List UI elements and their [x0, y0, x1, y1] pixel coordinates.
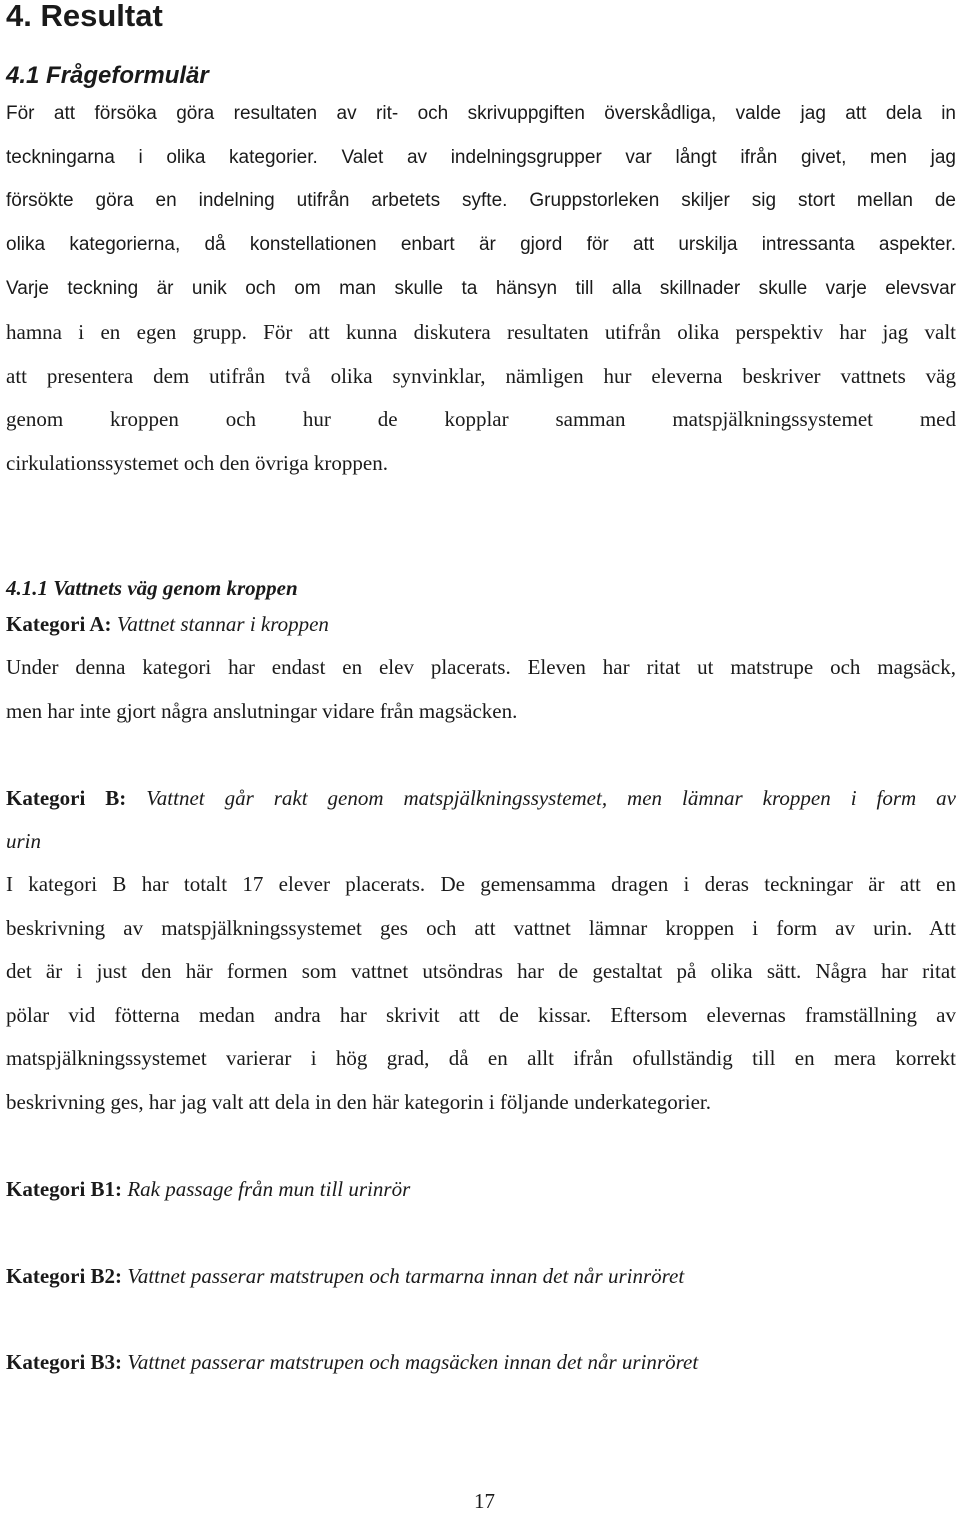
kategori-b2-heading — [6, 1264, 684, 1289]
intro-line: cirkulationssystemet och den övriga kroppen. — [6, 451, 388, 475]
kategori-b-title-cont: urin — [6, 829, 42, 853]
heading-resultat: 4. Resultat — [6, 0, 163, 33]
kategori-a-heading — [6, 612, 329, 637]
kategori-a-label: Kategori A: — [6, 612, 112, 636]
kategori-a-line: Under denna kategori har endast en elev placerats. Eleven har ritat ut matstrupe och magsäck, — [6, 655, 956, 679]
kategori-b-title: Vattnet går rakt genom matspjälkningssystemet, men lämnar kroppen i form av — [146, 786, 956, 810]
intro-line: teckningarna i olika kategorier. Valet av indelningsgrupper var långt ifrån givet, men jag — [6, 147, 956, 168]
heading-vattnets-vag: 4.1.1 Vattnets väg genom kroppen — [6, 576, 298, 600]
intro-line: olika kategorierna, då konstellationen enbart är gjord för att urskilja intressanta aspekter. — [6, 234, 956, 255]
kategori-b-heading-cont — [6, 829, 41, 854]
kategori-b-line: beskrivning av matspjälkningssystemet ges och att vattnet lämnar kroppen i form av urin. Att — [6, 916, 956, 940]
kategori-b3-title: Vattnet passerar matstrupen och magsäcken innan det når urinröret — [127, 1350, 699, 1374]
kategori-b1-label: Kategori B1: — [6, 1177, 123, 1201]
kategori-b1-title: Rak passage från mun till urinrör — [127, 1177, 411, 1201]
kategori-b-line: I kategori B har totalt 17 elever placerats. De gemensamma dragen i deras teckningar är att en — [6, 872, 956, 896]
intro-line: att presentera dem utifrån två olika synvinklar, nämligen hur eleverna beskriver vattnets väg — [6, 364, 956, 388]
kategori-a-title: Vattnet stannar i kroppen — [116, 612, 329, 636]
kategori-b-line: det är i just den här formen som vattnet utsöndras har de gestaltat på olika sätt. Några har ritat — [6, 959, 956, 983]
kategori-a-line: men har inte gjort några anslutningar vidare från magsäcken. — [6, 699, 518, 723]
heading-frageformular: 4.1 Frågeformulär — [6, 62, 209, 89]
intro-line: hamna i en egen grupp. För att kunna diskutera resultaten utifrån olika perspektiv har jag valt — [6, 320, 956, 344]
intro-line: Varje teckning är unik och om man skulle ta hänsyn till alla skillnader skulle varje elevsvar — [6, 278, 956, 299]
kategori-b1-heading — [6, 1177, 410, 1202]
kategori-b-heading — [6, 786, 956, 811]
kategori-b-line: beskrivning ges, har jag valt att dela in den här kategorin i följande underkategorier. — [6, 1090, 712, 1114]
page-number: 17 — [474, 1489, 495, 1513]
kategori-b3-label: Kategori B3: — [6, 1350, 123, 1374]
kategori-b2-title: Vattnet passerar matstrupen och tarmarna innan det når urinröret — [127, 1264, 685, 1288]
kategori-b-line: matspjälkningssystemet varierar i hög grad, då en allt ifrån ofullständig till en mera korrekt — [6, 1046, 956, 1070]
kategori-b-line: pölar vid fötterna medan andra har skrivit att de kissar. Eftersom elevernas framställning av — [6, 1003, 956, 1027]
intro-line: För att försöka göra resultaten av rit- och skrivuppgiften överskådliga, valde jag att dela in — [6, 103, 956, 124]
intro-line: försökte göra en indelning utifrån arbetets syfte. Gruppstorleken skiljer sig stort mellan de — [6, 190, 956, 211]
kategori-b-label: Kategori B: — [6, 786, 127, 810]
intro-line: genom kroppen och hur de kopplar samman matspjälkningssystemet med — [6, 407, 956, 431]
kategori-b2-label: Kategori B2: — [6, 1264, 123, 1288]
kategori-b3-heading — [6, 1350, 698, 1375]
